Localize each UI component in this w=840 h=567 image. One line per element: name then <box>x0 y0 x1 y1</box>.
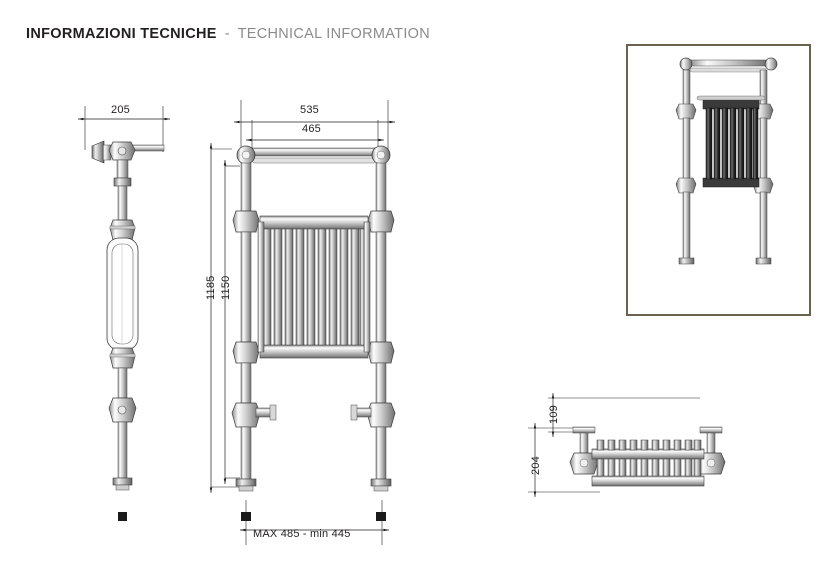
dim-label-max-min: MAX 485 - min 445 <box>253 528 351 540</box>
dim-label-205: 205 <box>111 104 130 116</box>
dim-label-1150: 1150 <box>220 275 232 300</box>
page-title-separator: - <box>224 26 230 42</box>
product-photo-content <box>676 58 777 264</box>
dim-label-204: 204 <box>530 456 542 475</box>
dim-label-465: 465 <box>302 123 321 135</box>
front-view-drawing <box>211 100 395 545</box>
dim-label-109: 109 <box>548 405 560 424</box>
dim-label-1185: 1185 <box>205 275 217 300</box>
page-title-sub: TECHNICAL INFORMATION <box>237 26 430 42</box>
dim-label-535: 535 <box>300 104 319 116</box>
side-view-drawing <box>78 106 170 521</box>
page-title-main: INFORMAZIONI TECNICHE <box>26 26 217 42</box>
